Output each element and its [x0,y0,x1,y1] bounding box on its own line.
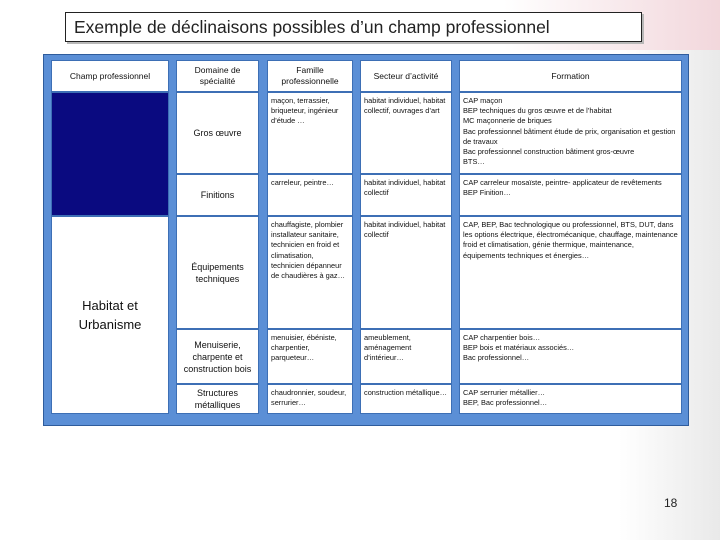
slide-number: 18 [664,496,678,510]
secteur-cell: construction métallique… [360,384,452,414]
domaine-cell: Structures métalliques [176,384,259,414]
famille-cell: menuisier, ébéniste, charpentier, parqueteur… [267,329,353,384]
formation-cell: CAP carreleur mosaïste, peintre- applicateur de revêtements BEP Finition… [459,174,682,216]
header-domaine: Domaine de spécialité [176,60,259,92]
header-formation: Formation [459,60,682,92]
formation-cell: CAP maçon BEP techniques du gros œuvre et de l’habitat MC maçonnerie de briques Bac professionnel bâtiment étude de prix, organisation et gestion de travaux Bac professionnel construction bâtiment gros-œuvre BTS… [459,92,682,174]
famille-cell: carreleur, peintre… [267,174,353,216]
secteur-cell: habitat individuel, habitat collectif [360,174,452,216]
formation-cell: CAP, BEP, Bac technologique ou professionnel, BTS, DUT, dans les options électrique, électromécanique, chauffage, maintenance froid et climatisation, génie thermique, maintenance, équipements techniques et énergies… [459,216,682,329]
famille-cell: chauffagiste, plombier installateur sanitaire, technicien en froid et climatisation, technicien dépanneur de chaudières à gaz… [267,216,353,329]
famille-cell: maçon, terrassier, briqueteur, ingénieur d’étude … [267,92,353,174]
domaine-cell: Finitions [176,174,259,216]
formation-cell: CAP serrurier métallier… BEP, Bac professionnel… [459,384,682,414]
secteur-cell: ameublement, aménagement d’intérieur… [360,329,452,384]
domaine-cell: Gros œuvre [176,92,259,174]
formation-cell: CAP charpentier bois… BEP bois et matériaux associés… Bac professionnel… [459,329,682,384]
domaine-cell: Menuiserie, charpente et construction bois [176,329,259,384]
header-secteur: Secteur d’activité [360,60,452,92]
header-champ: Champ professionnel [51,60,169,92]
page-title: Exemple de déclinaisons possibles d’un champ professionnel [74,17,550,37]
champ-value: Habitat et Urbanisme [51,216,169,414]
title-box [65,12,642,42]
famille-cell: chaudronnier, soudeur, serrurier… [267,384,353,414]
champ-dark-band [51,92,169,216]
secteur-cell: habitat individuel, habitat collectif [360,216,452,329]
domaine-cell: Équipements techniques [176,216,259,329]
header-famille: Famille professionnelle [267,60,353,92]
secteur-cell: habitat individuel, habitat collectif, ouvrages d’art [360,92,452,174]
